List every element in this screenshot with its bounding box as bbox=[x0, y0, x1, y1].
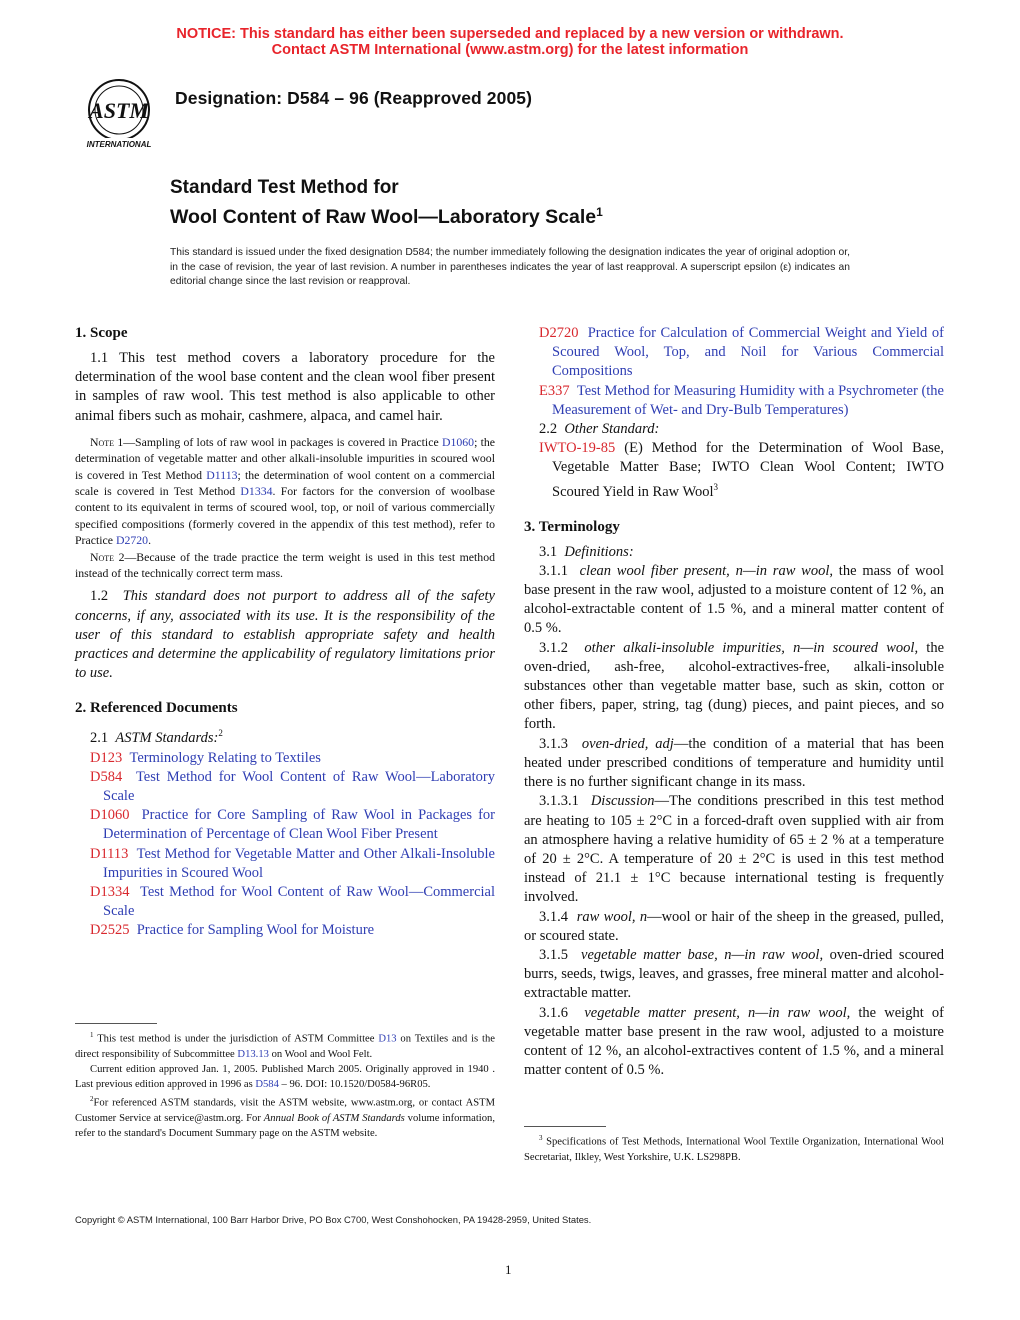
footnote-1: $^1$ This test method is under the jurisdiction of ASTM Committee D13 on Textiles and is the direct responsibility of Subcommittee D13.13 on Wool and Wool Felt. bbox=[75, 1031, 495, 1060]
scope-1-1: 1.1 This test method covers a laboratory procedure for the determination of the wool base content and the clean wool fiber present in samples of raw wool. This test method is also applicable to other animal fibers such as mohair, cashmere, alpaca, and camel hair. bbox=[75, 350, 495, 424]
astm-logo bbox=[76, 74, 162, 154]
notice-line-1: NOTICE: This standard has either been superseded and replaced by a new version or withdrawn. bbox=[176, 26, 844, 42]
copyright: Copyright © ASTM International, 100 Barr Harbor Drive, PO Box C700, West Conshohocken, PA 19428-2959, United States. bbox=[75, 1214, 592, 1225]
logo-text: ASTM bbox=[89, 98, 149, 123]
withdrawal-notice bbox=[0, 26, 1020, 58]
section-terminology-heading: 3. Terminology bbox=[524, 518, 620, 535]
footnote-1-edition: Current edition approved Jan. 1, 2005. Published March 2005. Originally approved in 1940 . Last previous edition approved in 1996 as D584 – 96. DOI: 10.1520/D0584-96R05. bbox=[75, 1063, 495, 1091]
logo-subtext: INTERNATIONAL bbox=[86, 140, 152, 149]
other-standard-subheading: 2.2 Other Standard: bbox=[539, 421, 660, 438]
note-2: Note 2—Because of the trade practice the term weight is used in this test method instead of the technically correct term mass. bbox=[75, 549, 495, 581]
link-d13[interactable]: D13 bbox=[378, 1033, 397, 1045]
definition-3-1-4: 3.1.4 raw wool, n—wool or hair of the sheep in the greased, pulled, or scoured state. bbox=[524, 908, 944, 944]
ref-e337[interactable]: E337 Test Method for Measuring Humidity with a Psychrometer (the Measurement of Wet- and Dry-Bulb Temperatures) bbox=[539, 382, 944, 418]
section-referenced-heading: 2. Referenced Documents bbox=[75, 700, 238, 717]
right-footnotes bbox=[524, 1126, 944, 1165]
definition-3-1-5: 3.1.5 vegetable matter base, n—in raw wool, oven-dried scoured burrs, seeds, twigs, leaves, and grasses, free mineral matter and alcohol-extractable matter. bbox=[524, 946, 945, 1002]
document-title bbox=[170, 175, 603, 230]
ref-d2720[interactable]: D2720 Practice for Calculation of Commercial Weight and Yield of Scoured Wool, Top, and Noil for Various Commercial Compositions bbox=[539, 325, 944, 380]
right-column bbox=[524, 324, 944, 1080]
ref-d123[interactable]: D123 Terminology Relating to Textiles bbox=[90, 749, 321, 766]
definitions-subheading: 3.1 Definitions: bbox=[539, 543, 634, 560]
ref-d1113[interactable]: D1113 Test Method for Vegetable Matter and Other Alkali-Insoluble Impurities in Scoured Wool bbox=[90, 845, 495, 881]
left-column bbox=[75, 324, 495, 941]
scope-1-2: 1.2 This standard does not purport to address all of the safety concerns, if any, associated with its use. It is the responsibility of the user of this standard to establish appropriate safety and health practices and determine the applicability of regulatory limitations prior to use. bbox=[75, 588, 495, 682]
definition-3-1-6: 3.1.6 vegetable matter present, n—in raw wool, the weight of vegetable matter base present in the raw wool, adjusted to a moisture content of 12 %, an alcohol-extractives content of 1.5 %, and a mineral matter content of 0.5 %. bbox=[524, 1004, 944, 1079]
definition-3-1-2: 3.1.2 other alkali-insoluble impurities, n—in scoured wool, the oven-dried, ash-free, alcohol-extractives-free, alkali-insoluble substances other than vegetable matter base, such as skin, cotton or other fibers, paper, string, tag (dung) pieces, and paint pieces, and so forth. bbox=[524, 639, 945, 733]
page-number: 1 bbox=[505, 1262, 512, 1277]
ref-d584[interactable]: D584 Test Method for Wool Content of Raw Wool—Laboratory Scale bbox=[90, 768, 495, 804]
title-footnote-mark: 1 bbox=[596, 205, 603, 219]
link-d1113[interactable]: D1113 bbox=[206, 467, 238, 482]
notice-line-2: Contact ASTM International (www.astm.org) for the latest information bbox=[271, 42, 749, 58]
issuance-statement: This standard is issued under the fixed designation D584; the number immediately following the designation indicates the year of original adoption or, in the case of revision, the year of last revision. A number in parentheses indicates the year of last reapproval. A superscript epsilon (ε) indicates an editorial change since the last revision or reapproval. bbox=[170, 247, 850, 287]
ref-d2525[interactable]: D2525 Practice for Sampling Wool for Moisture bbox=[90, 922, 375, 939]
ref-d1060[interactable]: D1060 Practice for Core Sampling of Raw Wool in Packages for Determination of Percentage of Clean Wool Fiber Present bbox=[90, 807, 495, 843]
section-scope-heading: 1. Scope bbox=[75, 325, 128, 341]
footnote-rule-right bbox=[524, 1126, 606, 1127]
link-d2720[interactable]: D2720 bbox=[115, 533, 149, 548]
link-d584-footnote[interactable]: D584 bbox=[255, 1079, 279, 1091]
designation: Designation: D584 – 96 (Reapproved 2005) bbox=[175, 88, 533, 108]
link-d1060[interactable]: D1060 bbox=[441, 434, 475, 449]
note-1: Note 1—Sampling of lots of raw wool in packages is covered in Practice D1060; the determination of vegetable matter and other alkali-insoluble impurities in scoured wool is covered in Test Method D1113; the determination of wool content on a commercial scale is covered in Test Method D1334. For factors for the conversion of woolbase content to its equivalent in terms of scoured wool, top, or noil of various commercially specified compositions (formerly covered in the appendix of this test method), refer to Practice D2720. bbox=[75, 434, 495, 548]
definition-3-1-1: 3.1.1 clean wool fiber present, n—in raw wool, the mass of wool base present in the raw wool, adjusted to a moisture content of 12 %, an alcohol-extractable content of 1.5 %, and a mineral matter content of 0.5 %. bbox=[524, 562, 945, 637]
definition-3-1-3-1: 3.1.3.1 Discussion—The conditions prescribed in this test method are heating to 105 ± 2°C in a forced-draft oven supplied with air from an atmosphere having a relative humidity of 65 ± 2 % at a temperature of 20 ± 2°C. A temperature of 20 ± 2°C is used in this test method instead of 21.1 ± 1°C because international testing is frequently involved. bbox=[524, 793, 945, 906]
footnote-rule bbox=[75, 1023, 157, 1024]
definition-3-1-3: 3.1.3 oven-dried, adj—the condition of a material that has been heated under prescribed conditions of temperature and humidity until there is no further significant change in its mass. bbox=[524, 735, 944, 791]
link-d1334[interactable]: D1334 bbox=[240, 484, 273, 499]
title-line-1: Standard Test Method for bbox=[170, 177, 399, 198]
ref-d1334[interactable]: D1334 Test Method for Wool Content of Raw Wool—Commercial Scale bbox=[90, 883, 496, 920]
title-line-2: Wool Content of Raw Wool—Laboratory Scale$^1$ bbox=[170, 205, 603, 228]
footnote-3: $^3$ Specifications of Test Methods, International Wool Textile Organization, International Wool Secretariat, Ilkley, West Yorkshire, U.K. LS298PB. bbox=[524, 1134, 944, 1163]
ref-iwto[interactable]: IWTO-19-85 (E) Method for the Determination of Wool Base, Vegetable Matter Base; IWTO Clean Wool Content; IWTO Scoured Yield in Raw Wool$^3$ bbox=[539, 440, 944, 500]
astm-standards-subheading: 2.1 ASTM Standards:$^2$ bbox=[90, 728, 223, 747]
left-footnotes bbox=[75, 1023, 495, 1141]
link-d13-13[interactable]: D13.13 bbox=[237, 1048, 269, 1060]
footnote-2: $^2$For referenced ASTM standards, visit the ASTM website, www.astm.org, or contact ASTM Customer Service at service@astm.org. For Annual Book of ASTM Standards volume information, refer to the standard's Document Summary page on the ASTM website. bbox=[75, 1095, 495, 1140]
